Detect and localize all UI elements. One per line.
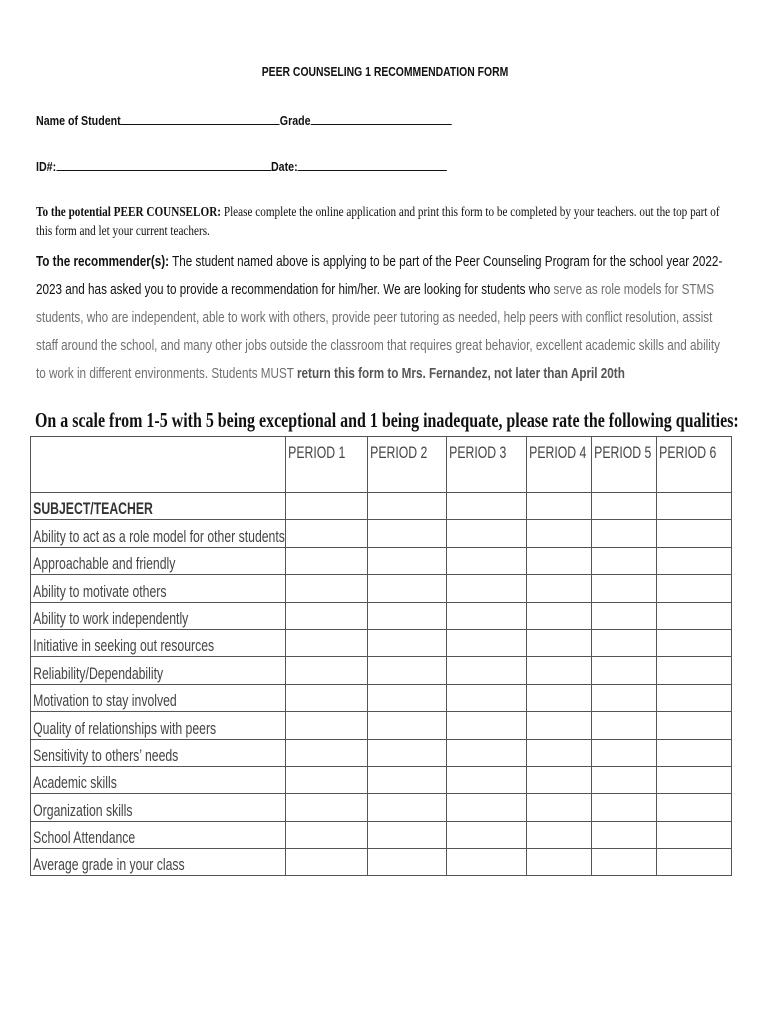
recommender-instructions-lead: To the recommender(s):: [36, 253, 170, 270]
table-row: [31, 766, 732, 793]
rating-cell[interactable]: [286, 575, 368, 602]
quality-label: Reliability/Dependability: [33, 663, 164, 683]
quality-label-cell: [31, 794, 286, 821]
quality-label-cell: [31, 712, 286, 739]
quality-label-cell: [31, 575, 286, 602]
rating-cell[interactable]: [368, 739, 447, 766]
rating-cell[interactable]: [527, 821, 592, 848]
rating-cell[interactable]: [368, 575, 447, 602]
header-blank-cell: [31, 437, 286, 493]
rating-cell[interactable]: [592, 684, 657, 711]
quality-label: Ability to work independently: [33, 608, 189, 628]
date-label: Date:: [270, 159, 298, 174]
recommender-criteria-text: serve as role models for STMS students, who are independent, able to work with others, provide peer tutoring as needed, help peers with conflict resolution, assist staff around the school, and many other jobs outside the classroom that requires great behavior, excellent academic skills and ability to work in different environments. Students MUST: [36, 281, 720, 382]
rating-cell[interactable]: [592, 794, 657, 821]
rating-cell[interactable]: [368, 684, 447, 711]
student-name-label: Name of Student: [36, 113, 121, 128]
rating-cell[interactable]: [286, 547, 368, 574]
counselor-instructions-lead: To the potential PEER COUNSELOR:: [36, 205, 222, 220]
quality-label-cell: [31, 766, 286, 793]
rating-cell[interactable]: [527, 493, 592, 520]
rating-cell[interactable]: [657, 629, 732, 656]
rating-cell[interactable]: [447, 575, 527, 602]
recommender-instructions: [36, 248, 722, 388]
student-name-grade-row: [36, 112, 452, 128]
counselor-instructions: [36, 203, 724, 241]
rating-cell[interactable]: [368, 629, 447, 656]
rating-cell[interactable]: [592, 575, 657, 602]
rating-cell[interactable]: [592, 739, 657, 766]
rating-cell[interactable]: [286, 602, 368, 629]
header-period-1: PERIOD 1: [286, 437, 368, 493]
rating-cell[interactable]: [447, 849, 527, 876]
rating-cell[interactable]: [286, 657, 368, 684]
quality-label-cell: [31, 629, 286, 656]
quality-label-cell: [31, 821, 286, 848]
subject-teacher-label-cell: [31, 493, 286, 520]
rating-cell[interactable]: [592, 493, 657, 520]
subject-teacher-row: [31, 493, 732, 520]
rating-cell[interactable]: [447, 794, 527, 821]
table-row: [31, 794, 732, 821]
quality-label-cell: [31, 657, 286, 684]
rating-cell[interactable]: [368, 766, 447, 793]
id-label: ID#:: [36, 159, 57, 174]
rating-cell[interactable]: [657, 821, 732, 848]
rating-cell[interactable]: [592, 657, 657, 684]
rating-cell[interactable]: [286, 821, 368, 848]
rating-cell[interactable]: [447, 520, 527, 547]
rating-cell[interactable]: [447, 629, 527, 656]
date-blank[interactable]: [298, 158, 447, 171]
quality-label-cell: [31, 602, 286, 629]
rating-cell[interactable]: [368, 602, 447, 629]
counselor-instructions-text: Please complete the online application and print this form to be completed by your teachers. out the top part of this form and let your current teachers.: [36, 205, 720, 239]
rating-table: [30, 436, 732, 876]
rating-cell[interactable]: [527, 547, 592, 574]
rating-cell[interactable]: [592, 547, 657, 574]
rating-cell[interactable]: [286, 684, 368, 711]
quality-label-cell: [31, 547, 286, 574]
table-row: [31, 684, 732, 711]
quality-label-cell: [31, 684, 286, 711]
header-period-2: PERIOD 2: [368, 437, 447, 493]
table-row: [31, 575, 732, 602]
rating-cell[interactable]: [657, 547, 732, 574]
rating-cell[interactable]: [592, 520, 657, 547]
rating-cell[interactable]: [368, 520, 447, 547]
rating-cell[interactable]: [286, 493, 368, 520]
quality-label-cell: [31, 520, 286, 547]
rating-cell[interactable]: [657, 602, 732, 629]
quality-label: School Attendance: [33, 828, 136, 848]
rating-cell[interactable]: [368, 493, 447, 520]
rating-cell[interactable]: [592, 629, 657, 656]
rating-cell[interactable]: [657, 520, 732, 547]
rating-cell[interactable]: [657, 684, 732, 711]
table-row: [31, 520, 732, 547]
rating-cell[interactable]: [286, 794, 368, 821]
grade-blank[interactable]: [311, 112, 452, 125]
rating-cell[interactable]: [368, 821, 447, 848]
rating-cell[interactable]: [527, 684, 592, 711]
rating-cell[interactable]: [286, 629, 368, 656]
rating-cell[interactable]: [527, 575, 592, 602]
table-row: [31, 629, 732, 656]
rating-cell[interactable]: [527, 849, 592, 876]
quality-label-cell: [31, 739, 286, 766]
rating-cell[interactable]: [447, 547, 527, 574]
rating-cell[interactable]: [657, 739, 732, 766]
rating-cell[interactable]: [286, 849, 368, 876]
rating-cell[interactable]: [368, 712, 447, 739]
form-title: PEER COUNSELING 1 RECOMMENDATION FORM: [261, 64, 509, 79]
quality-label: Sensitivity to others’ needs: [33, 745, 179, 765]
rating-cell[interactable]: [286, 712, 368, 739]
rating-cell[interactable]: [657, 575, 732, 602]
quality-label: Average grade in your class: [33, 855, 185, 875]
quality-label: Ability to act as a role model for other students: [33, 526, 285, 546]
rating-cell[interactable]: [447, 712, 527, 739]
rating-cell[interactable]: [592, 602, 657, 629]
header-period-4: PERIOD 4: [527, 437, 592, 493]
table-row: [31, 739, 732, 766]
quality-label: Academic skills: [33, 773, 117, 793]
rating-cell[interactable]: [527, 766, 592, 793]
header-period-3: PERIOD 3: [447, 437, 527, 493]
rating-cell[interactable]: [447, 602, 527, 629]
rating-scale-instruction: On a scale from 1-5 with 5 being exceptional and 1 being inadequate, please rate the following qualities:: [35, 408, 739, 432]
rating-cell[interactable]: [657, 766, 732, 793]
rating-cell[interactable]: [527, 602, 592, 629]
rating-cell[interactable]: [286, 739, 368, 766]
student-name-blank[interactable]: [121, 112, 280, 125]
rating-cell[interactable]: [592, 766, 657, 793]
quality-label: Organization skills: [33, 800, 133, 820]
grade-label: Grade: [279, 113, 311, 128]
rating-cell[interactable]: [286, 520, 368, 547]
quality-label-cell: [31, 849, 286, 876]
header-period-5: PERIOD 5: [592, 437, 657, 493]
rating-cell[interactable]: [657, 712, 732, 739]
rating-cell[interactable]: [592, 821, 657, 848]
rating-cell[interactable]: [657, 849, 732, 876]
rating-cell[interactable]: [447, 493, 527, 520]
rating-cell[interactable]: [527, 657, 592, 684]
rating-cell[interactable]: [447, 684, 527, 711]
rating-cell[interactable]: [527, 520, 592, 547]
quality-label: Approachable and friendly: [33, 554, 176, 574]
rating-cell[interactable]: [447, 821, 527, 848]
table-row: [31, 712, 732, 739]
table-row: [31, 821, 732, 848]
quality-label: Quality of relationships with peers: [33, 718, 217, 738]
id-blank[interactable]: [56, 158, 271, 171]
rating-cell[interactable]: [527, 794, 592, 821]
rating-cell[interactable]: [527, 712, 592, 739]
table-row: [31, 657, 732, 684]
rating-cell[interactable]: [368, 794, 447, 821]
recommender-instructions-text: The student named above is applying to be part of the Peer Counseling Program for the school year 2022-2023 and has asked you to provide a recommendation for him/her. We are looking for students who: [36, 253, 723, 298]
rating-cell[interactable]: [368, 657, 447, 684]
rating-cell[interactable]: [447, 739, 527, 766]
subject-teacher-label: SUBJECT/TEACHER: [33, 499, 153, 519]
rating-cell[interactable]: [657, 493, 732, 520]
table-row: [31, 602, 732, 629]
table-row: [31, 547, 732, 574]
table-header-row: [31, 437, 732, 493]
rating-cell[interactable]: [527, 629, 592, 656]
rating-cell[interactable]: [527, 739, 592, 766]
rating-cell[interactable]: [368, 849, 447, 876]
header-period-6: PERIOD 6: [657, 437, 732, 493]
quality-label: Motivation to stay involved: [33, 691, 177, 711]
rating-cell[interactable]: [592, 712, 657, 739]
quality-label: Ability to motivate others: [33, 581, 167, 601]
rating-cell[interactable]: [447, 657, 527, 684]
rating-cell[interactable]: [657, 794, 732, 821]
table-row: [31, 849, 732, 876]
id-date-row: [36, 158, 447, 174]
return-deadline: return this form to Mrs. Fernandez, not later than April 20th: [296, 365, 625, 382]
quality-label: Initiative in seeking out resources: [33, 636, 215, 656]
rating-cell[interactable]: [368, 547, 447, 574]
rating-cell[interactable]: [592, 849, 657, 876]
rating-cell[interactable]: [447, 766, 527, 793]
rating-cell[interactable]: [286, 766, 368, 793]
rating-cell[interactable]: [657, 657, 732, 684]
